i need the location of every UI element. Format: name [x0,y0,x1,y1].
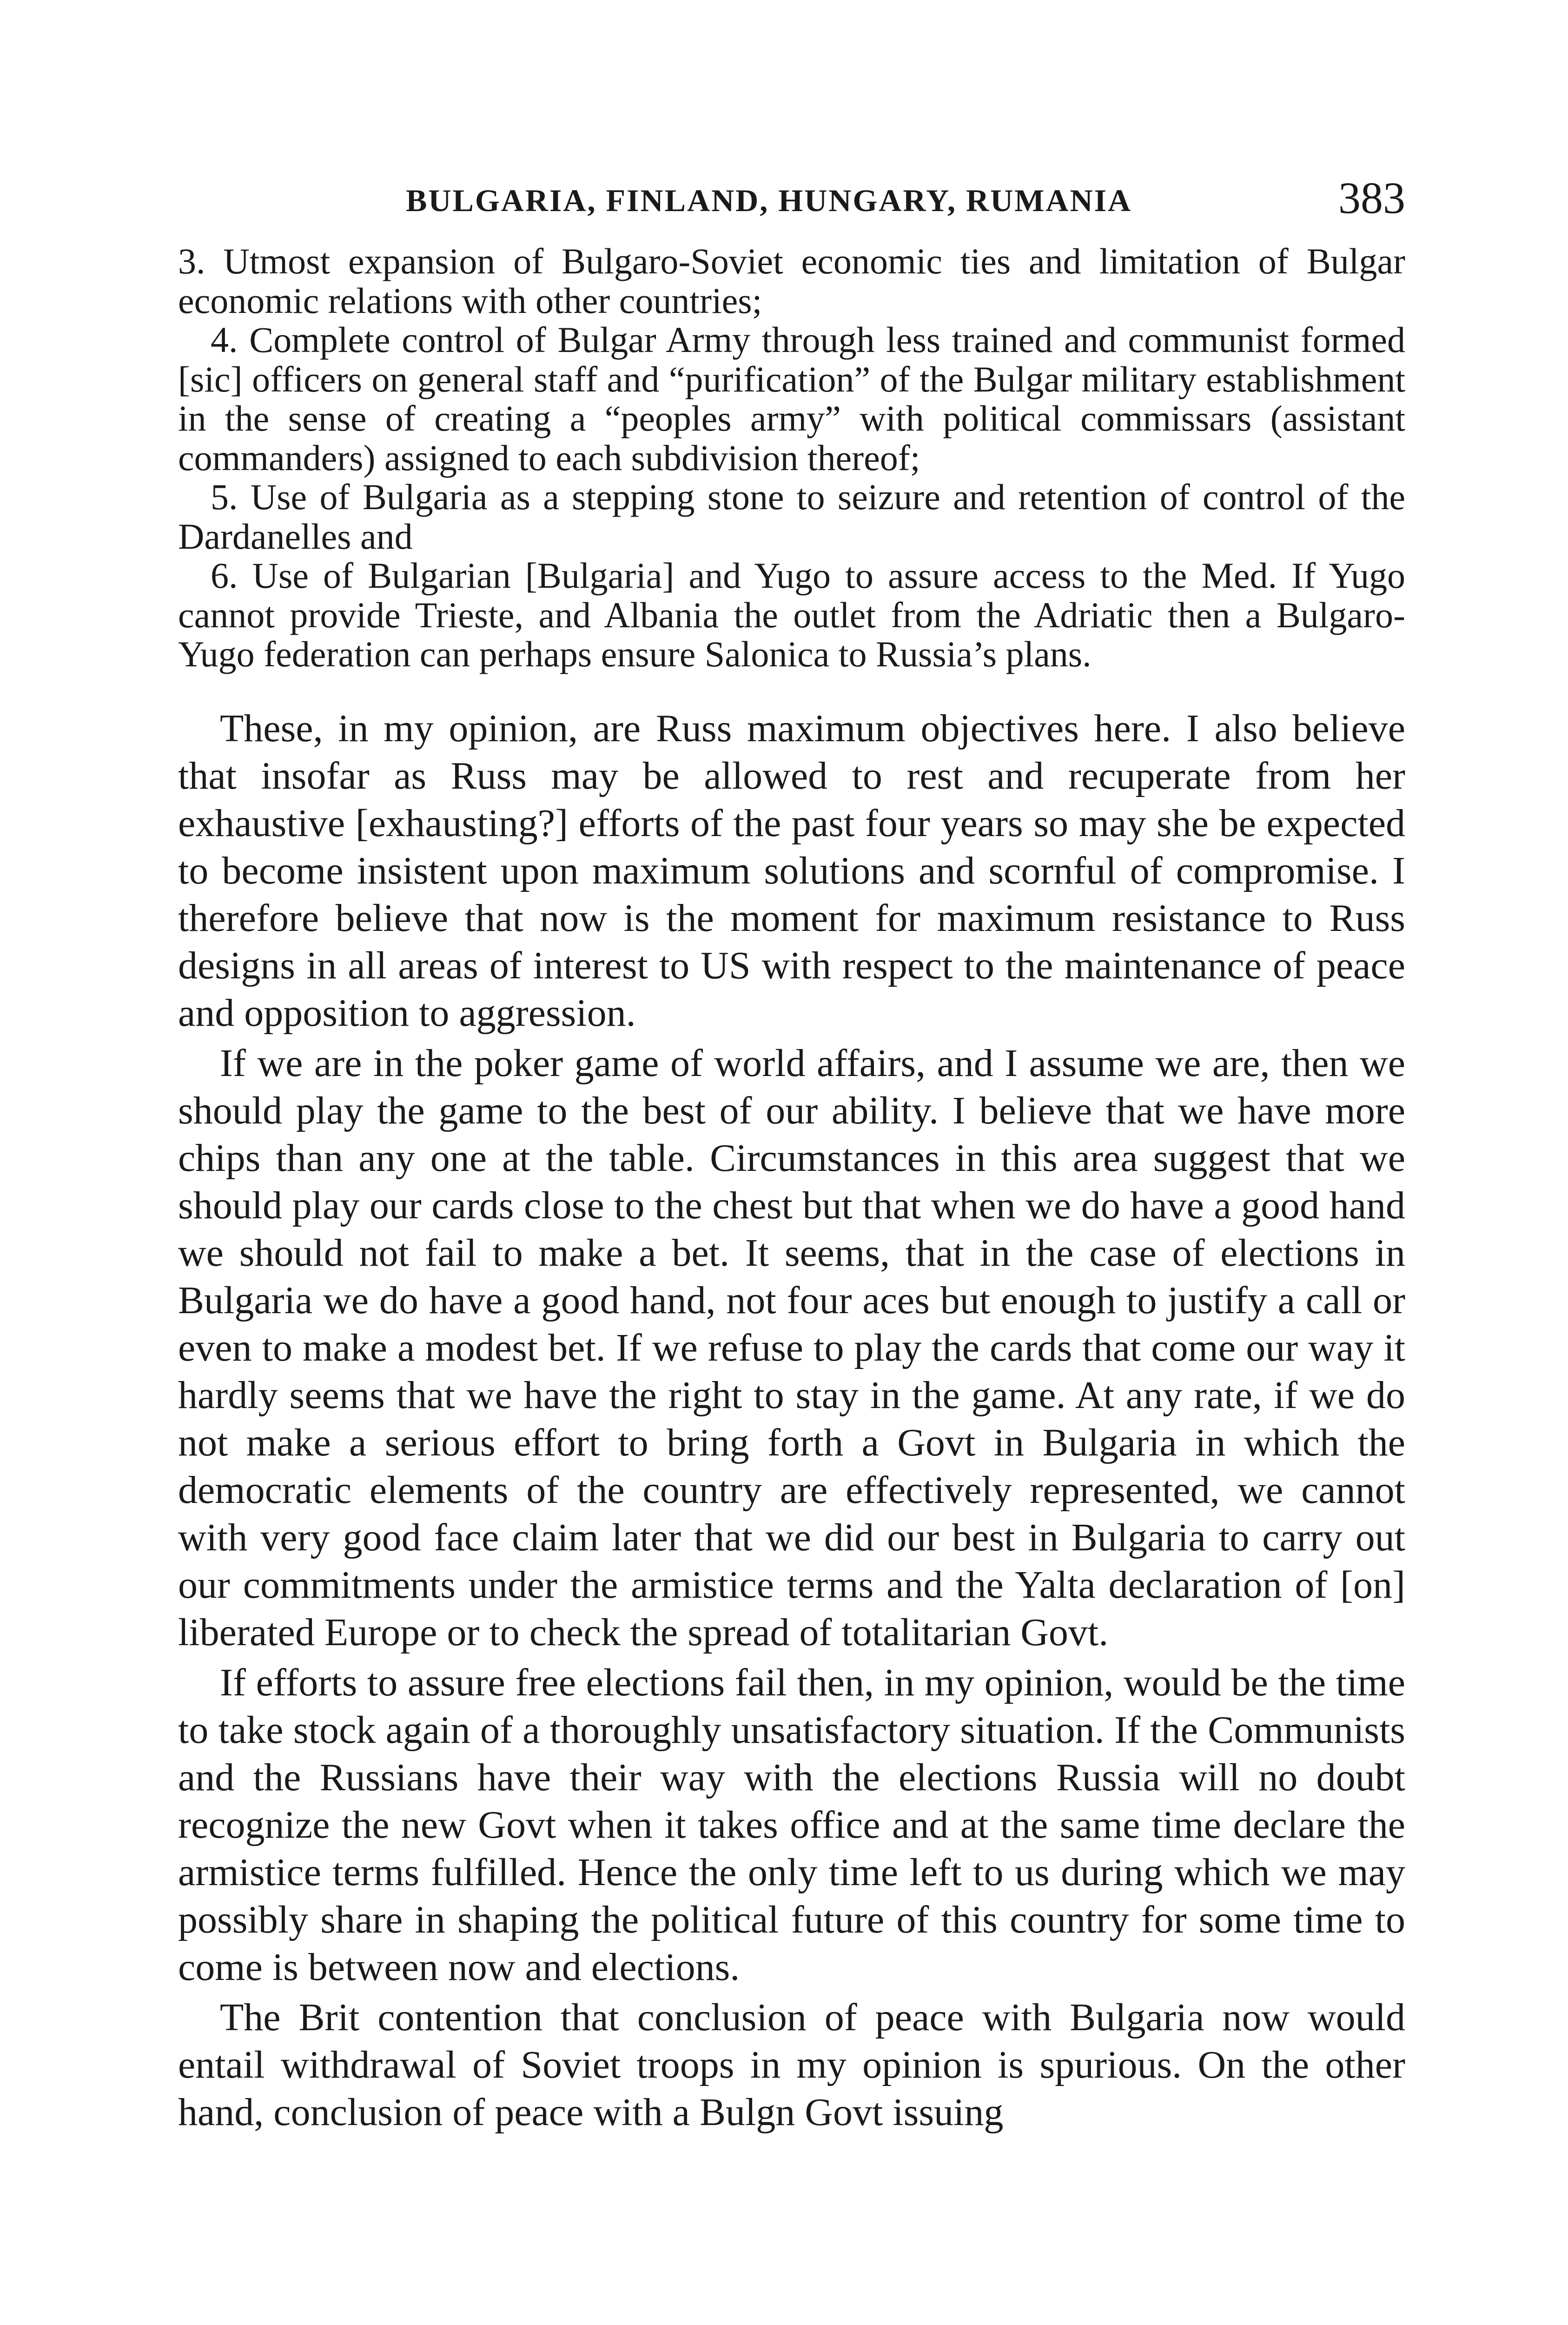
paragraph-brit-contention: The Brit contention that conclusion of peace with Bulgaria now would entail withdrawal of Soviet troops in my opinion is spurious. On the other hand, conclusion of peace with a Bulgn Govt issuing [178,1995,1405,2134]
document-page [178,172,1405,2139]
running-title: BULGARIA, FINLAND, HUNGARY, RUMANIA [406,183,1132,218]
list-item-5: 5. Use of Bulgaria as a stepping stone to seizure and retention of control of the Dardanelles and [178,477,1405,557]
running-head [178,172,1405,228]
list-item-6: 6. Use of Bulgarian [Bulgaria] and Yugo to assure access to the Med. If Yugo cannot provide Trieste, and Albania the outlet from the Adriatic then a Bulgaro-Yugo federation can perhaps ensure Salonica to Russia’s plans. [178,555,1405,674]
page-number: 383 [1338,173,1405,223]
list-item-4: 4. Complete control of Bulgar Army through less trained and communist formed [sic] officers on general staff and “purification” of the Bulgar military establishment in the sense of creating a “peoples army” with political commissars (assistant commanders) assigned to each subdivision thereof; [178,319,1405,478]
list-item-3: 3. Utmost expansion of Bulgaro-Soviet economic ties and limitation of Bulgar economic relations with other countries; [178,241,1405,321]
paragraph-free-elections: If efforts to assure free elections fail then, in my opinion, would be the time to take stock again of a thoroughly unsatisfactory situation. If the Communists and the Russians have their way with the elections Russia will no doubt recognize the new Govt when it takes office and at the same time declare the armistice terms fulfilled. Hence the only time left to us during which we may possibly share in shaping the political future of this country for some time to come is between now and elections. [178,1661,1405,1989]
body-text [178,705,1405,2136]
numbered-list [178,242,1405,674]
paragraph-poker-game: If we are in the poker game of world affairs, and I assume we are, then we should play the game to the best of our ability. I believe that we have more chips than any one at the table. Circumstances in this area suggest that we should play our cards close to the chest but that when we do have a good hand we should not fail to make a bet. It seems, that in the case of elections in Bulgaria we do have a good hand, not four aces but enough to justify a call or even to make a modest bet. If we refuse to play the cards that come our way it hardly seems that we have the right to stay in the game. At any rate, if we do not make a serious effort to bring forth a Govt in Bulgaria in which the democratic elements of the country are effectively represented, we cannot with very good face claim later that we did our best in Bulgaria to carry out our commitments under the armistice terms and the Yalta declaration of [on] liberated Europe or to check the spread of totalitarian Govt. [178,1041,1405,1654]
paragraph-objectives: These, in my opinion, are Russ maximum objectives here. I also believe that insofar as Russ may be allowed to rest and recuperate from her exhaustive [exhausting?] efforts of the past four years so may she be expected to become insistent upon maximum solutions and scornful of compromise. I therefore believe that now is the moment for maximum resistance to Russ designs in all areas of interest to US with respect to the maintenance of peace and opposition to aggression. [178,706,1405,1035]
